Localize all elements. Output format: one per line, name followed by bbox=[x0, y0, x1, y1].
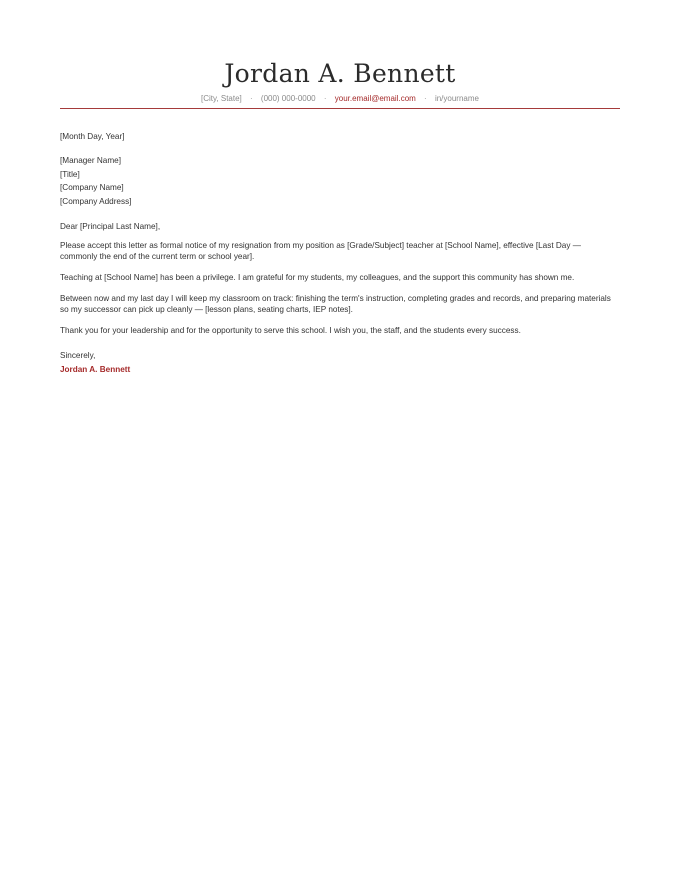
contact-separator: · bbox=[323, 94, 327, 103]
contact-email[interactable]: your.email@email.com bbox=[334, 94, 416, 103]
body-paragraph: Teaching at [School Name] has been a privilege. I am grateful for my students, my colleagues, and the support this community has shown me. bbox=[60, 273, 575, 282]
body-paragraph: Between now and my last day I will keep my classroom on track: finishing the term's instruction, completing grades and records, and preparing materials so my successor can pick up cleanly — [lesson plans, seating charts, IEP notes]. bbox=[60, 294, 611, 314]
body-paragraph: Please accept this letter as formal notice of my resignation from my position as [Grade/Subject] teacher at [School Name], effective [Last Day — commonly the end of the current term or school year]. bbox=[60, 241, 581, 261]
closing: Sincerely, bbox=[60, 351, 96, 360]
contact-linkedin: in/yourname bbox=[434, 94, 479, 103]
contact-phone: (000) 000-0000 bbox=[260, 94, 316, 103]
salutation: Dear [Principal Last Name], bbox=[60, 222, 161, 231]
sender-name: Jordan A. Bennett bbox=[224, 59, 456, 88]
contact-separator: · bbox=[424, 94, 427, 103]
letter-date: [Month Day, Year] bbox=[60, 132, 125, 141]
body-paragraph: Thank you for your leadership and for the opportunity to serve this school. I wish you, the staff, and the students every success. bbox=[60, 326, 521, 335]
letter-body bbox=[60, 131, 620, 375]
recipient-title: [Title] bbox=[60, 169, 80, 179]
recipient-name: [Manager Name] bbox=[60, 156, 121, 165]
signature-name: Jordan A. Bennett bbox=[60, 365, 131, 374]
contact-location: [City, State] bbox=[201, 94, 242, 103]
contact-separator: · bbox=[250, 94, 253, 103]
recipient-block bbox=[60, 154, 620, 208]
recipient-company: [Company Name] bbox=[60, 183, 124, 192]
contact-line bbox=[0, 93, 680, 104]
recipient-address: [Company Address] bbox=[60, 196, 132, 206]
header-divider bbox=[60, 108, 620, 109]
